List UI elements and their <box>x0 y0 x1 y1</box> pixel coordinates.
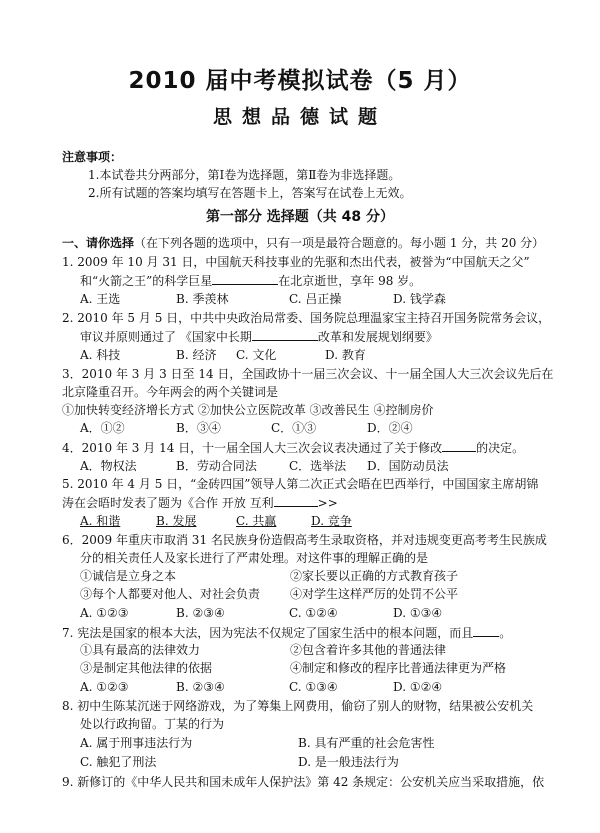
q2-option-c: C. 文化 <box>236 348 277 362</box>
q1-option-d: D. 钱学森 <box>393 292 446 306</box>
q5-option-b: B. 发展 <box>156 514 197 528</box>
q4-text-a: 4．2010 年 3 月 14 日，十一届全国人大三次会议表决通过了关于修改 <box>62 441 443 455</box>
q4-option-a: A．物权法 <box>80 459 137 473</box>
q5-blank <box>274 495 318 507</box>
q3-option-d: D．②④ <box>367 421 413 435</box>
q7-text-a: 7. 宪法是国家的根本大法，因为宪法不仅规定了国家生活中的根本问题，而且 <box>62 626 474 640</box>
q4-option-d: D．国防动员法 <box>367 459 449 473</box>
q5-line1: 5. 2010 年 4 月 5 日，“金砖四国”领导人第二次正式会晤在巴西举行，中国国家主席胡锦 <box>62 477 539 491</box>
q1-text-b: 在北京逝世，享年 98 岁。 <box>278 274 422 288</box>
q6-statement-1: ①诚信是立身之本 <box>80 569 177 583</box>
q2-text-b: 改革和发展规划纲要》 <box>317 330 438 344</box>
q4-text-b: 的决定。 <box>476 441 525 455</box>
q7-blank <box>473 625 499 637</box>
q1-blank <box>212 273 278 285</box>
q2-blank <box>252 329 318 341</box>
q1-line1: 1. 2009 年 10 月 31 日，中国航天科技事业的先驱和杰出代表，被誉为“中国航天之父” <box>62 255 530 269</box>
q6-statement-3: ③每个人都要对他人、对社会负责 <box>80 587 261 601</box>
q7-statement-1: ①具有最高的法律效力 <box>80 643 201 657</box>
q5-text-b: >> <box>317 496 338 510</box>
q5-option-a: A. 和谐 <box>80 514 121 528</box>
q4-option-c: C．选举法 <box>289 459 347 473</box>
q1-option-a: A. 王选 <box>80 292 121 306</box>
q5-option-c: C. 共赢 <box>236 514 277 528</box>
q1-option-c: C. 吕正操 <box>289 292 342 306</box>
section-title: 第一部分 选择题（共 48 分） <box>205 209 395 225</box>
q8-option-c: C. 触犯了刑法 <box>80 755 157 769</box>
q7-text-b: 。 <box>499 626 512 640</box>
q2-line2 <box>80 329 438 344</box>
q7-statement-4: ④制定和修改的程序比普通法律更为严格 <box>290 661 507 675</box>
q2-option-a: A. 科技 <box>80 348 121 362</box>
q8-line1: 8. 初中生陈某沉迷于网络游戏，为了筹集上网费用，偷窃了别人的财物，结果被公安机关 <box>62 699 534 713</box>
q7-option-a: A. ①②③ <box>80 680 129 694</box>
q7-statement-2: ②包含着许多其他的普通法律 <box>290 643 447 657</box>
q3-line2: 北京隆重召开。今年两会的两个关键词是 <box>62 385 279 399</box>
q6-option-c: C. ①②④ <box>289 606 338 620</box>
q4-option-b: B．劳动合同法 <box>176 459 257 473</box>
q8-option-b: B. 具有严重的社会危害性 <box>298 736 435 750</box>
q8-line2: 处以行政拘留。丁某的行为 <box>80 717 225 731</box>
q7-statement-3: ③是制定其他法律的依据 <box>80 661 213 675</box>
q3-line3: ①加快转变经济增长方式 ②加快公立医院改革 ③改善民生 ④控制房价 <box>62 403 434 417</box>
section-instruction <box>62 236 544 250</box>
q6-option-a: A. ①②③ <box>80 606 129 620</box>
q7-option-b: B. ②③④ <box>176 680 225 694</box>
q1-text-a: 和“火箭之王”的科学巨星 <box>80 274 213 288</box>
q3-line1: 3．2010 年 3 月 3 日至 14 日，全国政协十一届三次会议、十一届全国人大三次会议先后在 <box>62 367 554 381</box>
q7-line1 <box>62 625 511 640</box>
q6-statement-4: ④对学生这样严厉的处罚不公平 <box>290 587 459 601</box>
instruction-text: （在下列各题的选项中，只有一项是最符合题意的。每小题 1 分，共 20 分） <box>134 236 545 250</box>
q8-option-a: A. 属于刑事违法行为 <box>80 736 193 750</box>
q1-line2 <box>80 273 421 288</box>
exam-subtitle: 思想品德试题 <box>212 106 387 128</box>
exam-title: 2010 届中考模拟试卷（5 月） <box>128 68 472 94</box>
q2-text-a: 审议并原则通过了 《国家中长期 <box>80 330 252 344</box>
notice-item-2: 2.所有试题的答案均填写在答题卡上，答案写在试卷上无效。 <box>88 186 412 200</box>
q6-option-d: D. ①③④ <box>393 606 443 620</box>
notice-item-1: 1.本试卷共分两部分，第Ⅰ卷为选择题，第Ⅱ卷为非选择题。 <box>88 168 401 182</box>
q8-option-d: D. 是一般违法行为 <box>298 755 399 769</box>
q3-option-b: B．③④ <box>176 421 221 435</box>
q5-text-a: 涛在会晤时发表了题为《合作 开放 互利 <box>62 496 274 510</box>
q6-statement-2: ②家长要以正确的方式教育孩子 <box>290 569 459 583</box>
q2-option-d: D. 教育 <box>325 348 366 362</box>
q4-line1 <box>62 440 524 455</box>
q6-option-b: B. ②③④ <box>176 606 225 620</box>
q7-option-c: C. ①③④ <box>289 680 338 694</box>
q2-option-b: B. 经济 <box>176 348 217 362</box>
q1-option-b: B. 季羡林 <box>176 292 229 306</box>
notice-heading: 注意事项： <box>62 150 123 164</box>
q7-option-d: D. ①②④ <box>393 680 443 694</box>
q9-line1: 9. 新修订的《中华人民共和国未成年人保护法》第 42 条规定：公安机关应当采取措施，依 <box>62 775 545 789</box>
q6-line2: 分的相关责任人及家长进行了严肃处理。对这件事的理解正确的是 <box>80 551 429 565</box>
q5-option-d: D. 竞争 <box>311 514 352 528</box>
q3-option-a: A．①② <box>80 421 125 435</box>
q2-line1: 2. 2010 年 5 月 5 日，中共中央政治局常委、国务院总理温家宝主持召开国务院常务会议， <box>62 311 551 325</box>
q3-option-c: C．①③ <box>271 421 317 435</box>
instruction-label: 一、请你选择 <box>62 236 135 250</box>
q5-line2 <box>62 495 338 510</box>
q4-blank <box>442 440 476 452</box>
q6-line1: 6．2009 年重庆市取消 31 名民族身份造假高考生录取资格，并对违规变更高考考生民族成 <box>62 533 547 547</box>
